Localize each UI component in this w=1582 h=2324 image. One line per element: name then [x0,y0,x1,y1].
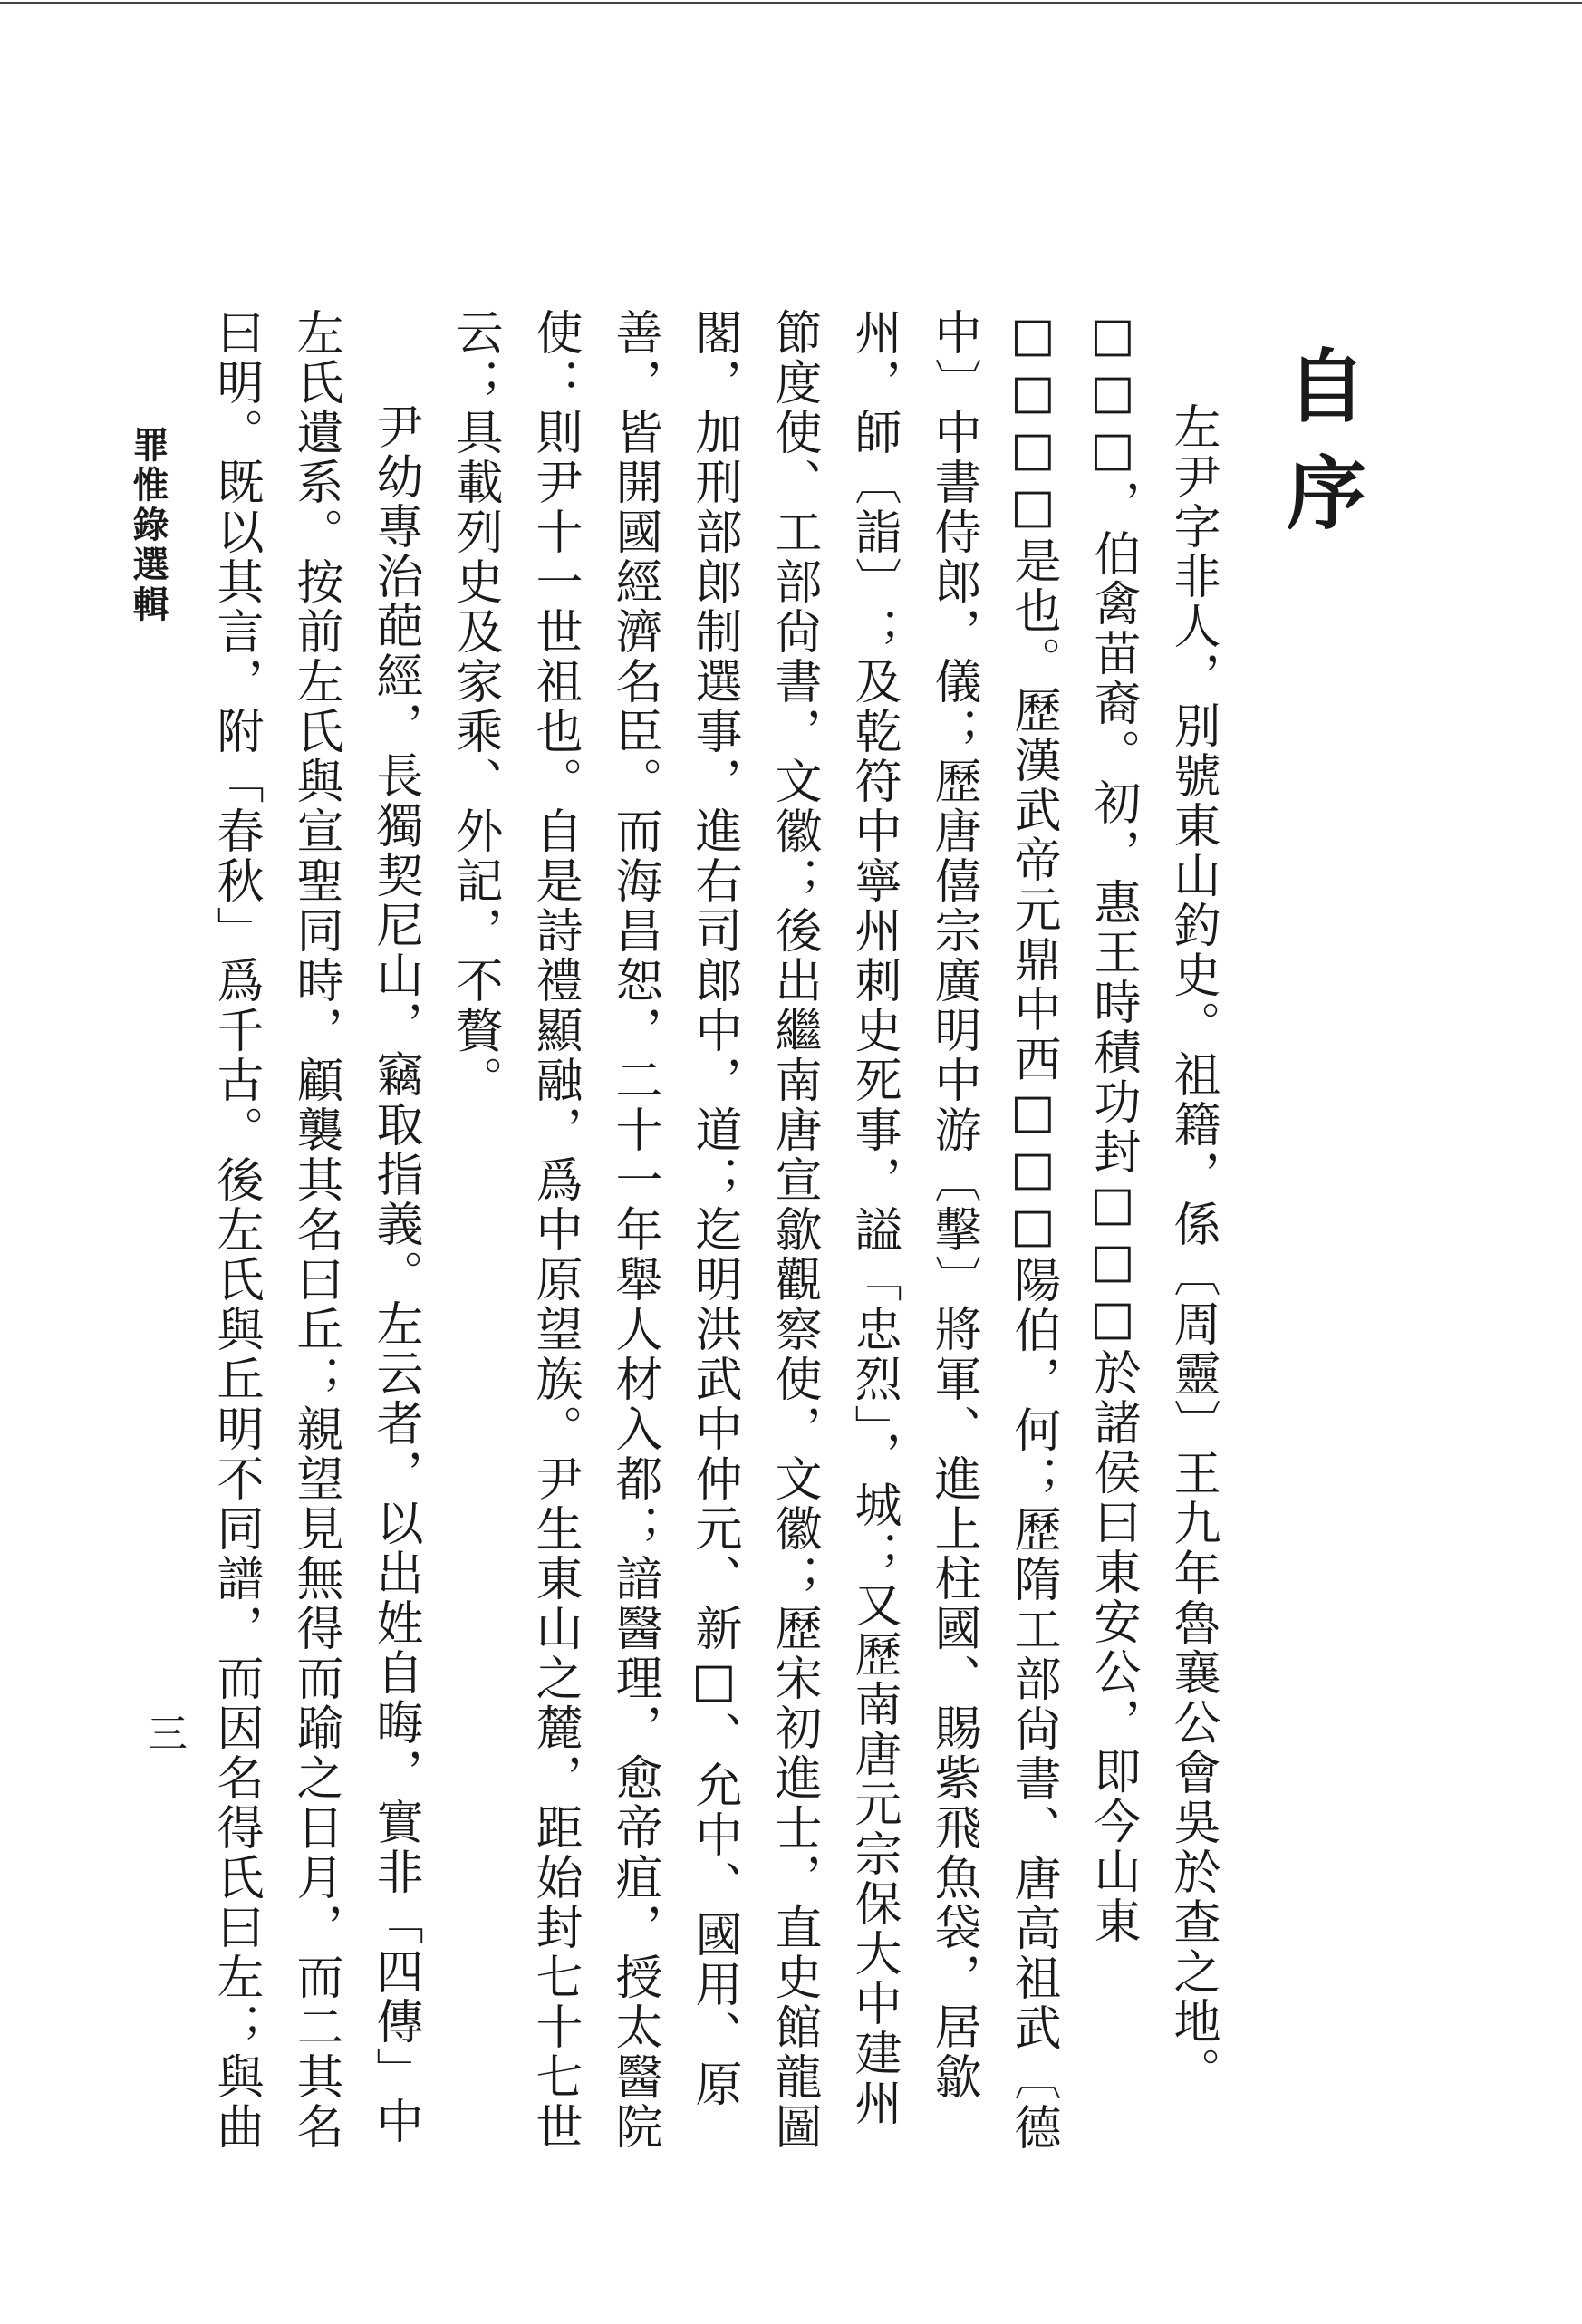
page-number: 三 [140,1712,187,1752]
page-title: 自序 [1274,344,1368,558]
preface-body [199,308,1232,2156]
top-border-line [0,2,1582,4]
paragraph-1: 左尹字非人，別號東山釣史。祖籍，係〔周靈〕王九年魯襄公會吳於查之地。□□□，伯禽苗裔。初，惠王時積功封□□□於諸侯曰東安公，即今山東□□□□是也。歷漢武帝元鼎中西□□□陽伯，何；歷隋工部尙書、唐高祖武〔德中〕中書侍郎，儀；歷唐僖宗廣明中游〔擊〕將軍、進上柱國、賜紫飛魚袋，居歙州，師〔詣〕；及乾符中寧州刺史死事，謚「忠烈」，城；又歷南唐元宗保大中建州節度使、工部尙書，文徽；後出繼南唐宣歙觀察使，文徽；歷宋初進士，直史館龍圖閣，加刑部郎制選事，進右司郎中，道；迄明洪武中仲元、新□、允中、國用、原善，皆開國經濟名臣。而海昌恕，二十一年舉人材入都；諳醫理，愈帝疽，授太醫院使：則尹十一世祖也。自是詩禮顯融，爲中原望族。尹生東山之麓，距始封七十七世云；具載列史及家乘、外記，不贅。 [448,308,1220,2153]
running-title: 罪惟錄選輯 [127,426,169,625]
paragraph-2: 尹幼專治葩經，長獨契尼山，竊取指義。左云者，以出姓自晦，實非「四傳」中左氏遺系。按前左氏與宣聖同時，顧襲其名曰丘；親望見無得而踰之日月，而二其名曰明。既以其言，附「春秋」爲千古。後左氏與丘明不同譜，而因名得氏曰左；與曲 [208,308,422,2152]
